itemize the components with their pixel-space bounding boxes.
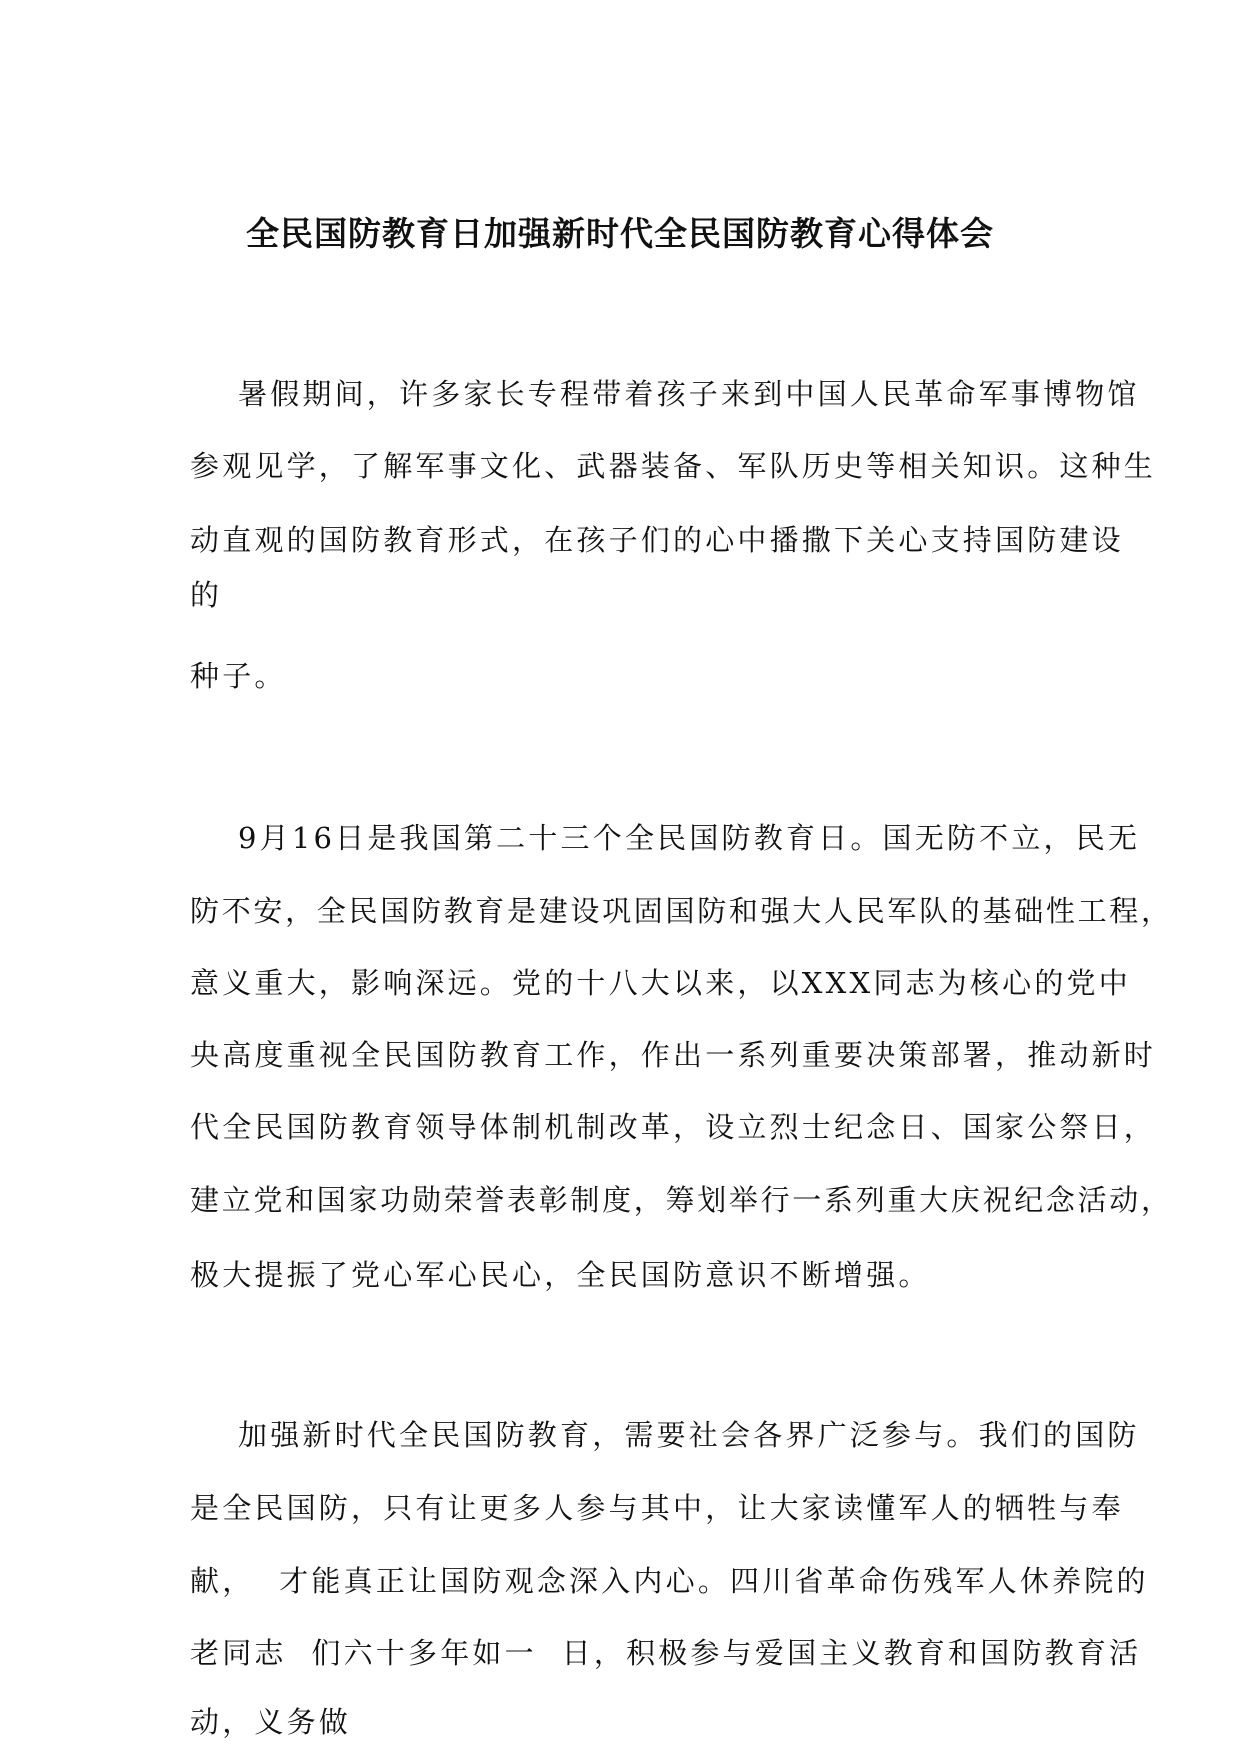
paragraph-2-line-2: 防不安，全民国防教育是建设巩固国防和强大人民军队的基础性工程， <box>190 894 1173 928</box>
paragraph-2-line-6: 建立党和国家功勋荣誉表彰制度，筹划举行一系列重大庆祝纪念活动， <box>190 1183 1173 1217</box>
paragraph-3-line-2: 是全民国防，只有让更多人参与其中，让大家读懂军人的牺牲与奉 <box>190 1491 1124 1525</box>
paragraph-2-line-1: 9月16日是我国第二十三个全民国防教育日。国无防不立，民无 <box>238 821 1141 855</box>
paragraph-2-line-4: 央高度重视全民国防教育工作，作出一系列重要决策部署，推动新时 <box>190 1038 1157 1072</box>
paragraph-3-line-4: 老同志 们六十多年如一 日，积极参与爱国主义教育和国防教育活 <box>190 1636 1142 1670</box>
paragraph-1-line-3: 动直观的国防教育形式，在孩子们的心中播撒下关心支持国防建设 <box>190 523 1124 557</box>
paragraph-3-line-3: 献， 才能真正让国防观念深入内心。四川省革命伤残军人休养院的 <box>190 1564 1149 1598</box>
paragraph-1-line-4: 的 <box>190 578 223 612</box>
document-title: 全民国防教育日加强新时代全民国防教育心得体会 <box>246 214 994 253</box>
paragraph-1-line-5: 种子。 <box>190 659 287 693</box>
paragraph-2-line-7: 极大提振了党心军心民心，全民国防意识不断增强。 <box>190 1258 931 1292</box>
paragraph-3-line-1: 加强新时代全民国防教育，需要社会各界广泛参与。我们的国防 <box>238 1418 1140 1452</box>
paragraph-3-line-5: 动，义务做 <box>190 1705 352 1739</box>
paragraph-1-line-2: 参观见学，了解军事文化、武器装备、军队历史等相关知识。这种生 <box>190 449 1157 483</box>
paragraph-1-line-1: 暑假期间，许多家长专程带着孩子来到中国人民革命军事博物馆 <box>238 377 1140 411</box>
paragraph-2-line-3: 意义重大，影响深远。党的十八大以来，以XXX同志为核心的党中 <box>190 966 1131 1000</box>
paragraph-2-line-5: 代全民国防教育领导体制机制改革，设立烈士纪念日、国家公祭日， <box>190 1110 1157 1144</box>
